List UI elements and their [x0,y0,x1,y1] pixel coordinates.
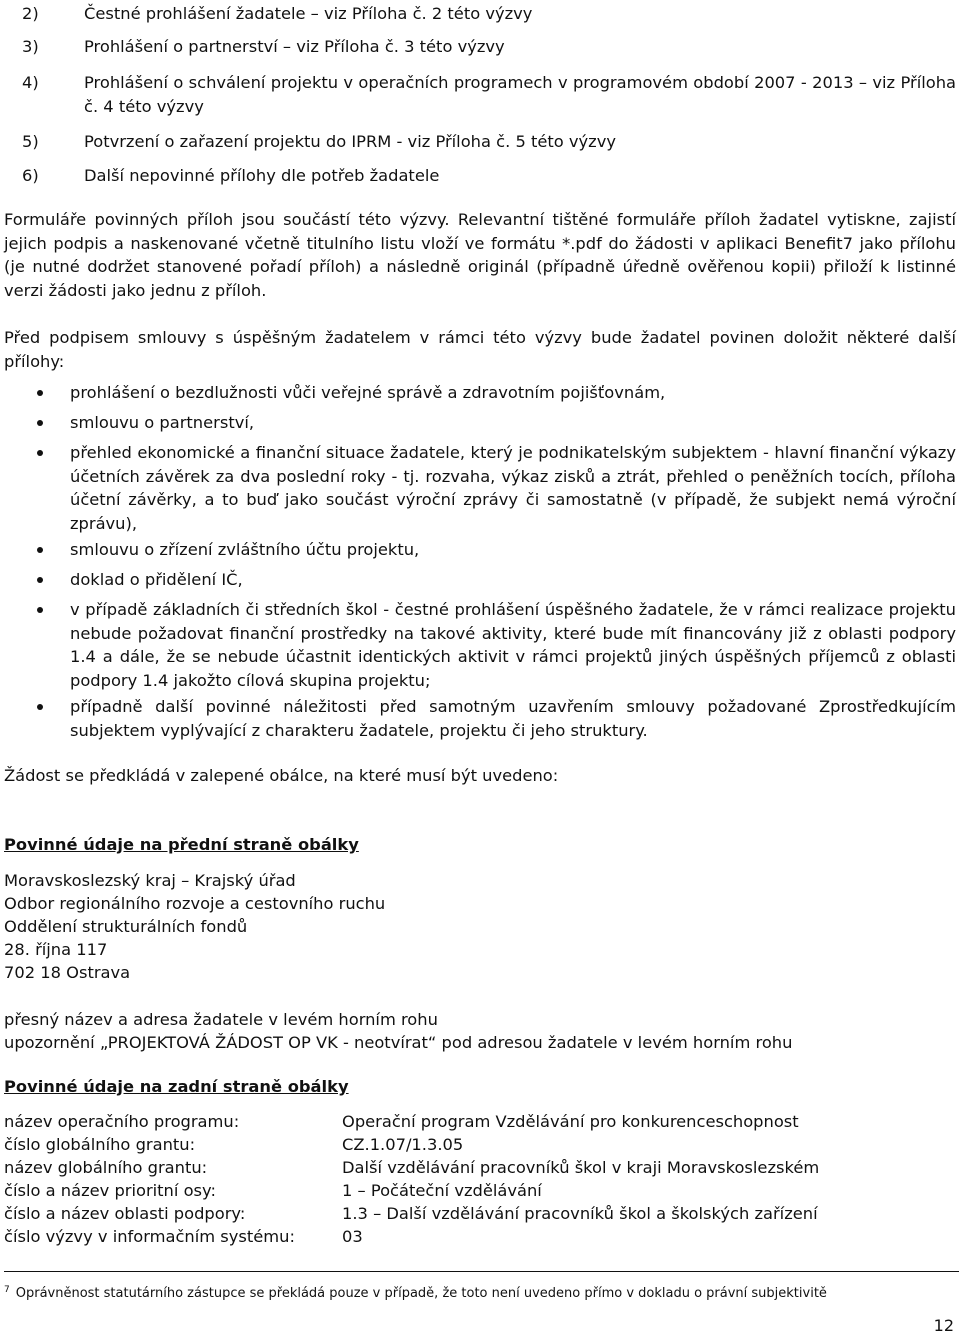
bullet-icon [37,607,43,613]
back-envelope-heading: Povinné údaje na zadní straně obálky [4,1077,349,1096]
list-item-text: Další nepovinné přílohy dle potřeb žadatele [84,166,440,185]
list-item [0,538,960,562]
field-label: číslo výzvy v informačním systému: [4,1227,295,1246]
paragraph-forms: Formuláře povinných příloh jsou součástí této výzvy. Relevantní tištěné formuláře příloh žadatel vytiskne, zajistí jejich podpis a naskenované včetně titulního listu vloží ve formátu *.pdf do žádosti v aplikaci Benefit7 jako přílohu (je nutné dodržet stanovené pořadí příloh) a následně originál (případně úředně ověřenou kopii) přiloží k listinné verzi žádosti jako jednu z příloh. [4,210,956,300]
bullet-icon [37,450,43,456]
list-item [22,71,960,119]
list-item-text: doklad o přidělení IČ, [70,570,243,589]
address-line: Odbor regionálního rozvoje a cestovního ruchu [4,894,386,913]
field-label: název globálního grantu: [4,1158,208,1177]
list-item [0,598,960,692]
footnote-mark: 7 [4,1285,10,1295]
footnote-text: Oprávněnost statutárního zástupce se překládá pouze v případě, že toto není uvedeno přímo v dokladu o právní subjektivitě [15,1286,827,1301]
footnote-divider [4,1271,959,1272]
address-line: Oddělení strukturálních fondů [4,917,248,936]
bullet-icon [37,390,43,396]
list-item-number: 2) [22,4,39,23]
front-envelope-heading: Povinné údaje na přední straně obálky [4,835,359,854]
list-item [22,164,960,188]
list-item-number: 6) [22,166,39,185]
field-value: Další vzdělávání pracovníků škol v kraji Moravskoslezském [342,1158,820,1177]
list-item-number: 3) [22,37,39,56]
field-value: Operační program Vzdělávání pro konkurenceschopnost [342,1112,799,1131]
list-item-text: případně další povinné náležitosti před samotným uzavřením smlouvy požadované Zprostředkujícím subjektem vyplývající z charakteru žadatele, projektu či jeho struktury. [70,697,956,740]
list-item-number: 4) [22,73,39,92]
address-line: 702 18 Ostrava [4,963,131,982]
bullet-icon [37,420,43,426]
field-label: název operačního programu: [4,1112,240,1131]
field-label: číslo globálního grantu: [4,1135,196,1154]
list-item [22,130,960,154]
list-item-text: Prohlášení o partnerství – viz Příloha č. 3 této výzvy [84,37,505,56]
list-item [0,441,960,535]
envelope-intro: Žádost se předkládá v zalepené obálce, na které musí být uvedeno: [4,766,559,785]
page-number: 12 [933,1316,954,1335]
list-item [0,568,960,592]
field-value: 03 [342,1227,363,1246]
list-item-text: přehled ekonomické a finanční situace žadatele, který je podnikatelským subjektem - hlavní finanční výkazy účetních závěrek za dva poslední roky - tj. rozvaha, výkaz zisků a ztrát, přehled o peněžních tocích, příloha účetní závěrky, a to buď jako součást výroční zprávy či samostatně (v případě, že subjekt nemá výroční zprávu), [70,443,956,533]
field-value: 1 – Počáteční vzdělávání [342,1181,542,1200]
list-item [0,695,960,742]
field-label: číslo a název prioritní osy: [4,1181,216,1200]
address-line: 28. října 117 [4,940,108,959]
front-note-warning: upozornění „PROJEKTOVÁ ŽÁDOST OP VK - neotvírat“ pod adresou žadatele v levém horním rohu [4,1033,793,1052]
list-item-text: smlouvu o partnerství, [70,413,255,432]
bullet-icon [37,704,43,710]
paragraph-before-contract: Před podpisem smlouvy s úspěšným žadatelem v rámci této výzvy bude žadatel povinen doložit některé další přílohy: [4,328,956,371]
list-item [0,381,960,405]
list-item-text: smlouvu o zřízení zvláštního účtu projektu, [70,540,420,559]
list-item-text: prohlášení o bezdlužnosti vůči veřejné správě a zdravotním pojišťovnám, [70,383,666,402]
field-value: 1.3 – Další vzdělávání pracovníků škol a školských zařízení [342,1204,818,1223]
field-label: číslo a název oblasti podpory: [4,1204,246,1223]
bullet-icon [37,577,43,583]
list-item-text: Potvrzení o zařazení projektu do IPRM - viz Příloha č. 5 této výzvy [84,132,616,151]
bullet-icon [37,547,43,553]
address-line: Moravskoslezský kraj – Krajský úřad [4,871,296,890]
list-item-text: Prohlášení o schválení projektu v operačních programech v programovém období 2007 - 2013 – viz Příloha č. 4 této výzvy [84,73,956,116]
list-item-text: Čestné prohlášení žadatele – viz Příloha č. 2 této výzvy [84,4,533,23]
list-item [22,35,960,59]
list-item [22,2,960,26]
footnote [4,1281,827,1303]
field-value: CZ.1.07/1.3.05 [342,1135,464,1154]
list-item [0,411,960,435]
list-item-text: v případě základních či středních škol - čestné prohlášení úspěšného žadatele, že v rámci realizace projektu nebude požadovat finanční prostředky na takové aktivity, které bude mít financovány již z oblasti podpory 1.4 a dále, že se nebude účastnit identických aktivit v rámci projektů jiných úspěšných příjemců z oblasti podpory 1.4 jakožto cílová skupina projektu; [70,600,956,690]
front-note-applicant: přesný název a adresa žadatele v levém horním rohu [4,1010,438,1029]
list-item-number: 5) [22,132,39,151]
